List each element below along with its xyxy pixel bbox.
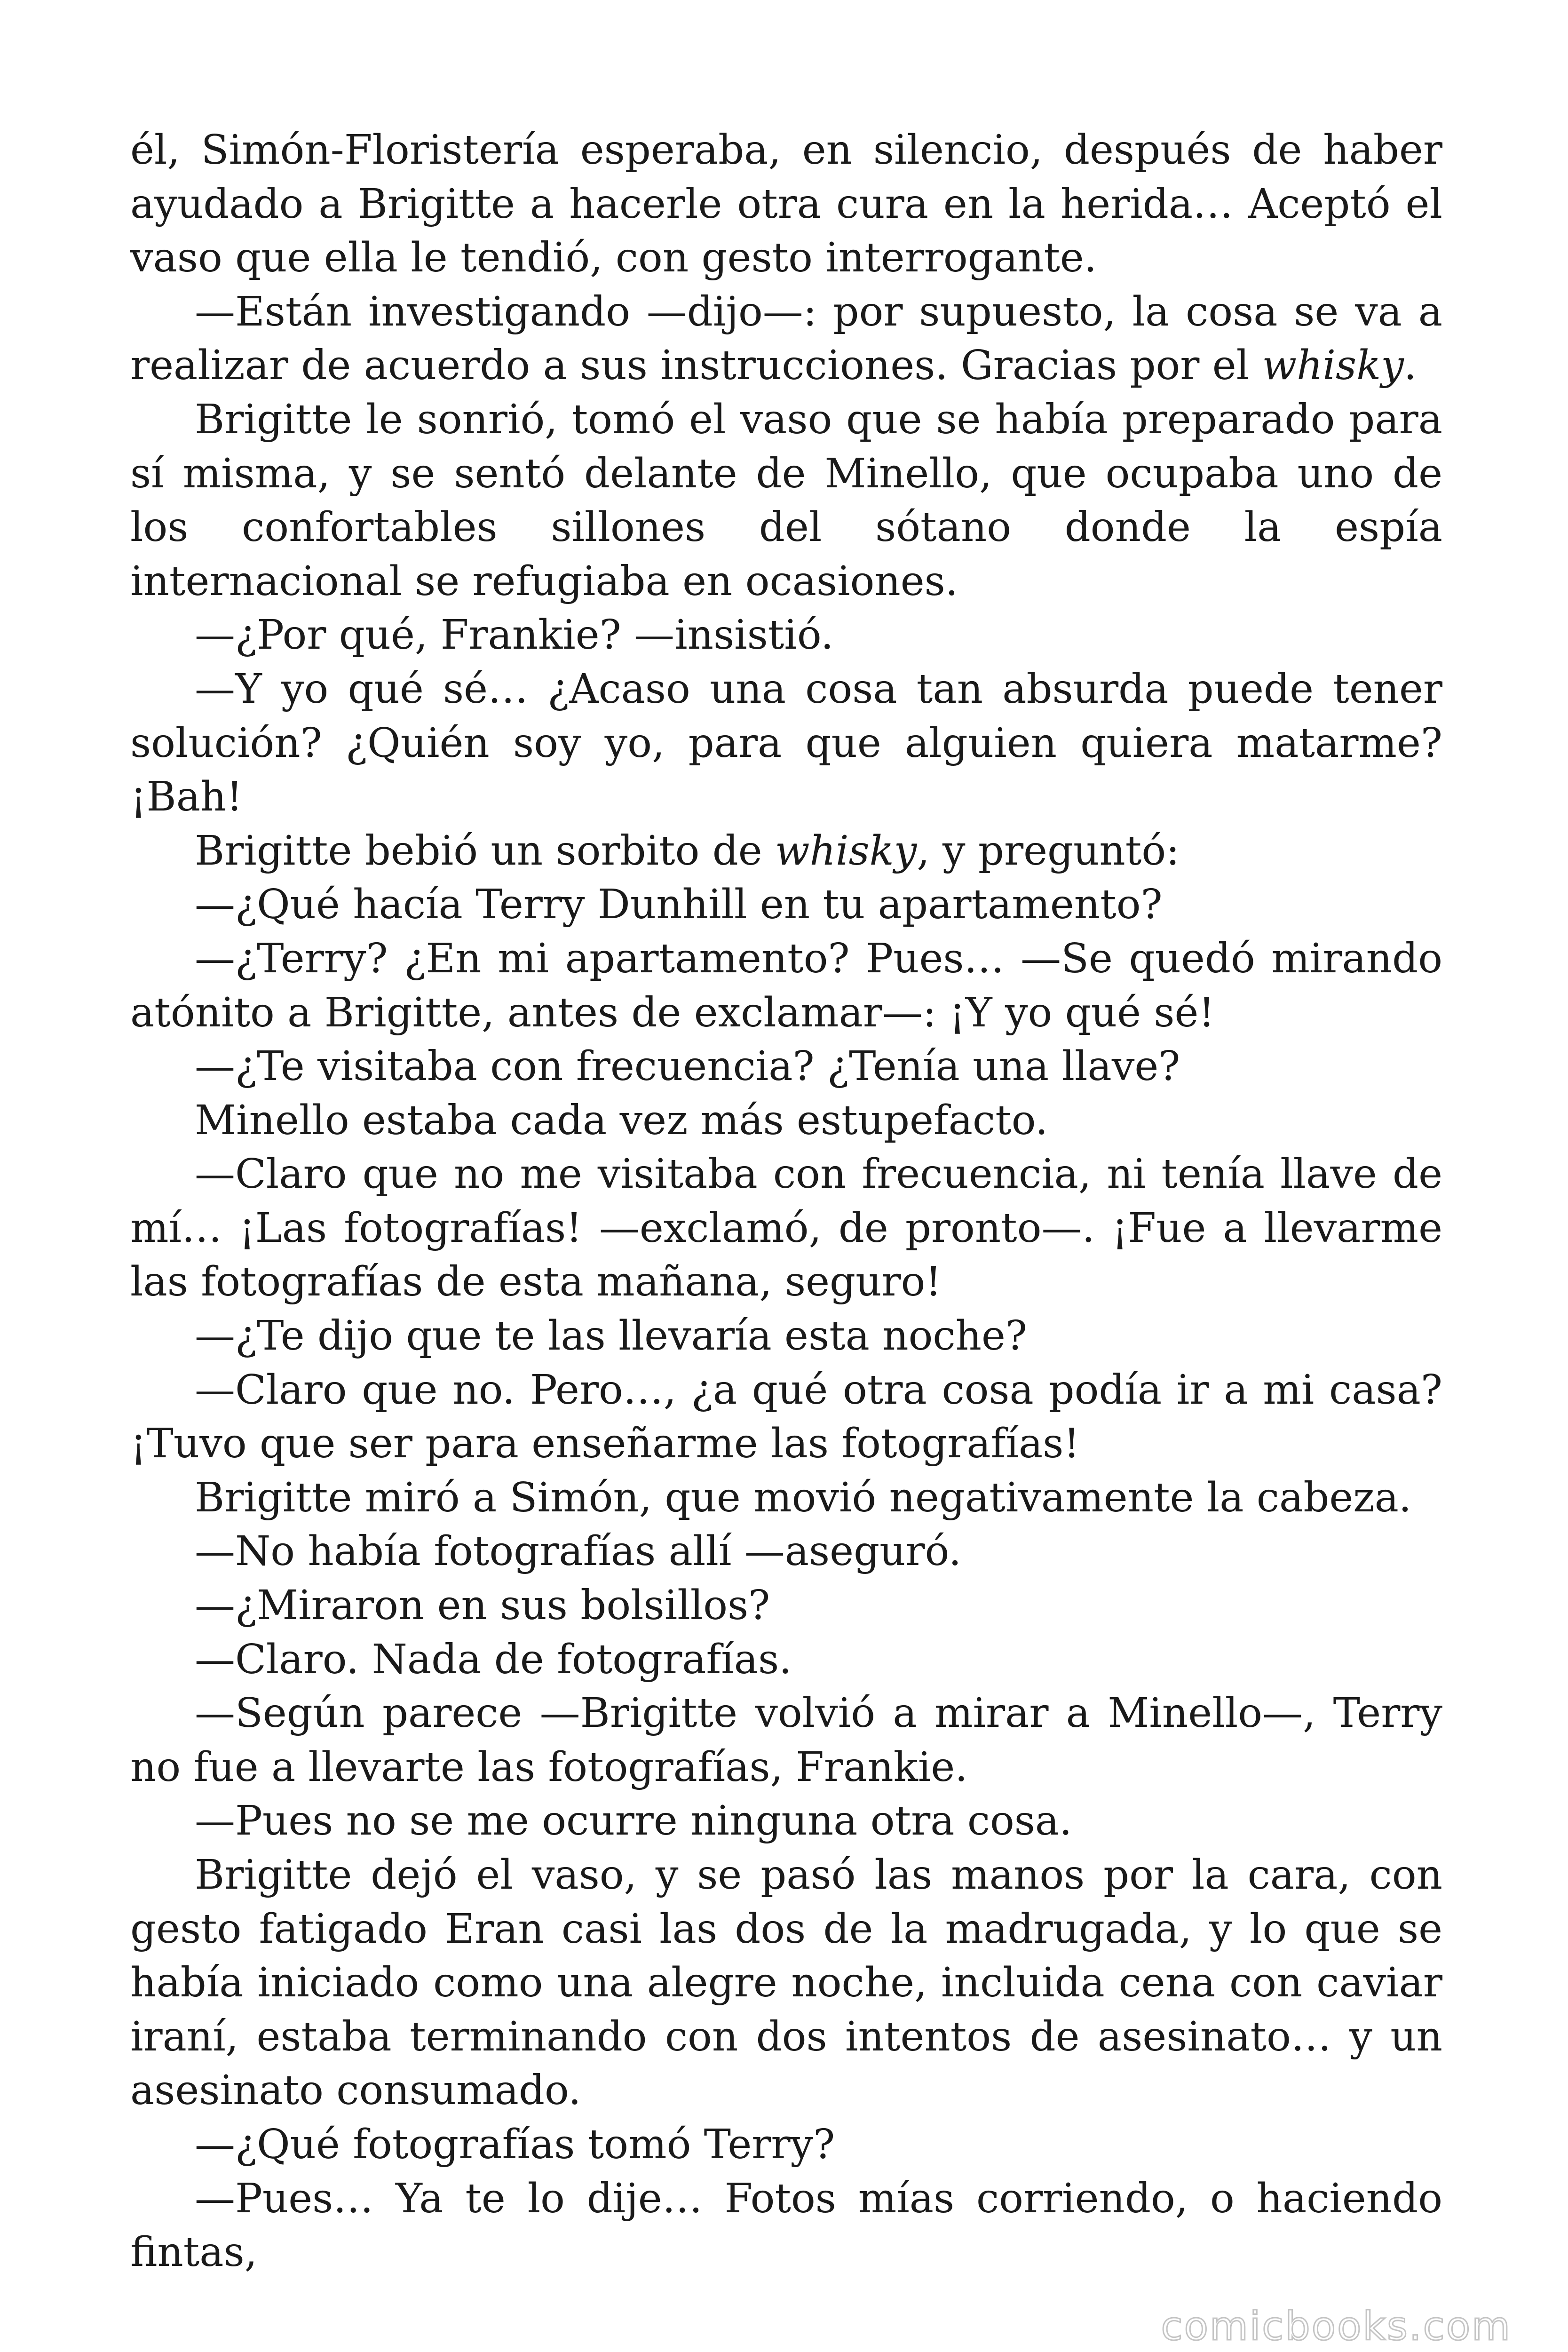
paragraph [130,824,1442,878]
paragraph: —Pues… Ya te lo dije… Fotos mías corriendo, o haciendo fintas, [130,2175,1442,2276]
paragraph: Brigitte le sonrió, tomó el vaso que se había preparado para sí misma, y se sentó delante de Minello, que ocupaba uno de los confortables sillones del sótano donde la espía internacional se refugiaba en ocasiones. [130,396,1442,605]
paragraph: —Según parece —Brigitte volvió a mirar a Minello—, Terry no fue a llevarte las fotografías, Frankie. [130,1690,1442,1791]
paragraph: —Y yo qué sé… ¿Acaso una cosa tan absurda puede tener solución? ¿Quién soy yo, para que alguien quiera matarme? ¡Bah! [130,665,1442,821]
body-text [130,123,1442,2280]
paragraph: —¿Qué hacía Terry Dunhill en tu apartamento? [195,881,1163,929]
paragraph: —¿Miraron en sus bolsillos? [195,1582,770,1629]
italic-word: whisky [775,827,917,874]
paragraph-text: . [1403,342,1417,389]
paragraph: —¿Te dijo que te las llevaría esta noche? [195,1312,1027,1360]
paragraph: él, Simón-Floristería esperaba, en silencio, después de haber ayudado a Brigitte a hacerle otra cura en la herida… Aceptó el vaso que ella le tendió, con gesto interrogante. [130,127,1442,282]
watermark: comicbooks.com [1161,2303,1512,2349]
paragraph-text: —Están investigando —dijo—: por supuesto, la cosa se va a realizar de acuerdo a sus instrucciones. Gracias por el [130,288,1442,389]
paragraph: —¿Por qué, Frankie? —insistió. [195,612,834,659]
paragraph: —No había fotografías allí —aseguró. [195,1528,962,1575]
paragraph: —¿Terry? ¿En mi apartamento? Pues… —Se quedó mirando atónito a Brigitte, antes de exclamar—: ¡Y yo qué sé! [130,935,1442,1036]
paragraph: —Pues no se me ocurre ninguna otra cosa. [195,1797,1072,1845]
paragraph: —¿Te visitaba con frecuencia? ¿Tenía una llave? [195,1043,1180,1090]
paragraph: —¿Qué fotografías tomó Terry? [195,2121,835,2168]
paragraph: Brigitte miró a Simón, que movió negativamente la cabeza. [195,1474,1412,1521]
italic-word: whisky [1262,342,1404,389]
paragraph: —Claro que no me visitaba con frecuencia, ni tenía llave de mí… ¡Las fotografías! —exclamó, de pronto—. ¡Fue a llevarme las fotografías de esta mañana, seguro! [130,1151,1442,1306]
paragraph: —Claro que no. Pero…, ¿a qué otra cosa podía ir a mi casa? ¡Tuvo que ser para enseñarme las fotografías! [130,1366,1442,1468]
paragraph: Minello estaba cada vez más estupefacto. [195,1097,1048,1144]
paragraph: Brigitte dejó el vaso, y se pasó las manos por la cara, con gesto fatigado Eran casi las dos de la madrugada, y lo que se había iniciado como una alegre noche, incluida cena con caviar iraní, estaba terminando con dos intentos de asesinato… y un asesinato consumado. [130,1851,1442,2114]
paragraph [130,285,1442,393]
paragraph-text: Brigitte bebió un sorbito de [195,827,775,874]
paragraph: —Claro. Nada de fotografías. [195,1636,792,1683]
paragraph-text: , y preguntó: [917,827,1180,874]
